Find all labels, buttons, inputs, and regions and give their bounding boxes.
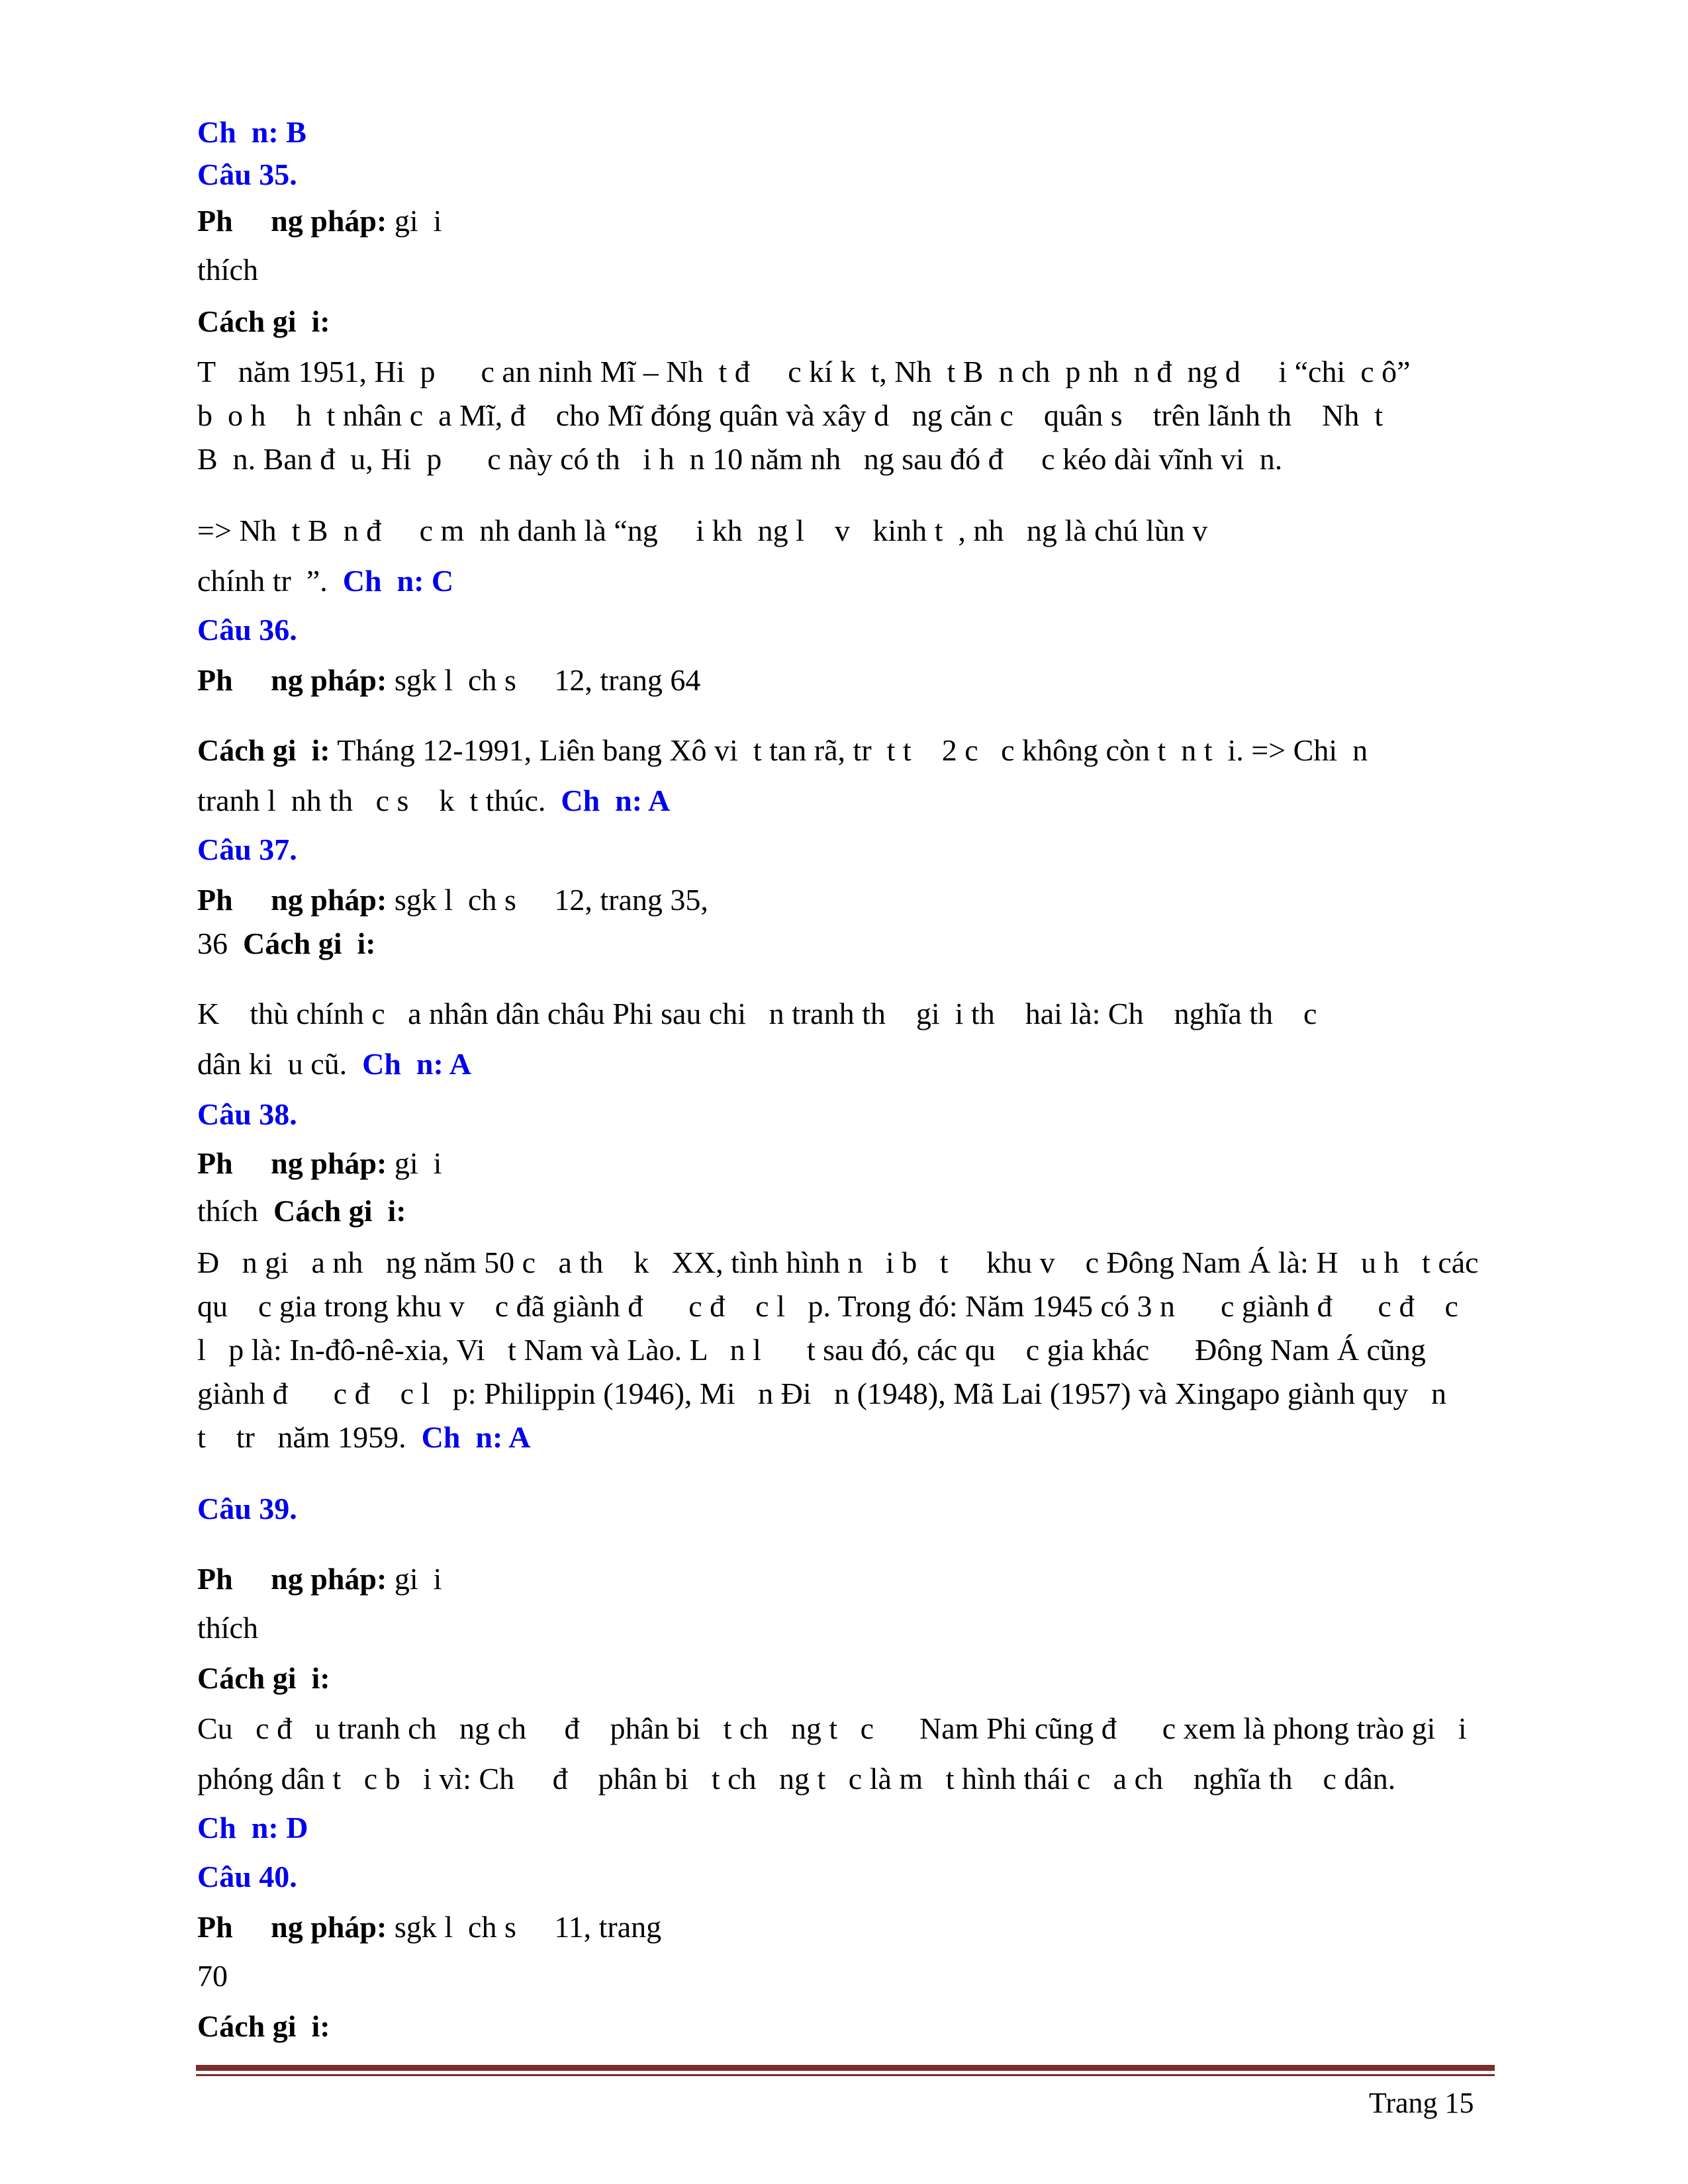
answer-highlight: Câu 39.	[197, 1492, 297, 1525]
text-line	[197, 925, 376, 962]
text-span: t tr năm 1959.	[197, 1420, 422, 1454]
text-span: Cu c đ u tranh ch ng ch đ phân bi t ch ng t c Nam Phi cũng đ c xem là phong trào gi i	[197, 1711, 1467, 1745]
text-span: thích	[197, 1611, 258, 1645]
text-span: gi i	[387, 204, 442, 238]
bold-label: Cách gi i:	[243, 927, 376, 960]
bold-label: Cách gi i:	[197, 304, 330, 338]
text-line	[197, 441, 1282, 478]
text-span: l p là: In-đô-nê-xia, Vi t Nam và Lào. L n l t sau đó, các qu c gia khác Đông Nam Á cũng	[197, 1333, 1426, 1367]
text-line	[197, 612, 297, 649]
bold-label: Cách gi i:	[197, 1661, 330, 1695]
text-line	[197, 1244, 1479, 1281]
text-line	[197, 732, 1368, 769]
text-line	[197, 995, 1317, 1032]
bold-label: Ph ng pháp:	[197, 663, 387, 697]
text-span: tranh l nh th c s k t thúc.	[197, 784, 561, 817]
text-span: sgk l ch s 11, trang	[387, 1910, 662, 1944]
text-line	[197, 1288, 1458, 1325]
text-span: phóng dân t c b i vì: Ch đ phân bi t ch ng t c là m t hình thái c a ch nghĩa th c dân.	[197, 1762, 1396, 1796]
text-span: thích	[197, 1194, 273, 1228]
answer-highlight: Câu 35.	[197, 158, 297, 191]
text-span: T năm 1951, Hi p c an ninh Mĩ – Nh t đ c kí k t, Nh t B n ch p nh n đ ng d i “chi c ô”	[197, 355, 1411, 388]
bold-label: Cách gi i:	[273, 1194, 406, 1228]
bold-label: Ph ng pháp:	[197, 1146, 387, 1180]
answer-highlight: Câu 37.	[197, 833, 297, 866]
text-line	[197, 512, 1207, 549]
answer-highlight: Ch n: B	[197, 115, 306, 149]
text-line	[197, 2008, 330, 2045]
answer-highlight: Câu 36.	[197, 613, 297, 647]
text-span: giành đ c đ c l p: Philippin (1946), Mi n Đi n (1948), Mã Lai (1957) và Xingapo giành quy n	[197, 1377, 1447, 1410]
answer-highlight: Câu 40.	[197, 1860, 297, 1893]
text-line	[197, 397, 1383, 434]
text-line	[197, 1710, 1467, 1747]
text-line	[197, 831, 297, 868]
text-span: 70	[197, 1959, 228, 1993]
text-line	[197, 1660, 330, 1697]
text-span: b o h h t nhân c a Mĩ, đ cho Mĩ đóng quân và xây d ng căn c quân s trên lãnh th Nh t	[197, 398, 1383, 432]
text-line	[197, 203, 442, 240]
text-line	[197, 1909, 661, 1946]
text-span: B n. Ban đ u, Hi p c này có th i h n 10 năm nh ng sau đó đ c kéo dài vĩnh vi n.	[197, 442, 1283, 476]
text-span: dân ki u cũ.	[197, 1047, 363, 1081]
bold-label: Cách gi i:	[197, 2009, 330, 2043]
text-line	[197, 1858, 297, 1895]
answer-highlight: Câu 38.	[197, 1097, 297, 1131]
bold-label: Ph ng pháp:	[197, 1910, 387, 1944]
text-span: sgk l ch s 12, trang 64	[387, 663, 701, 697]
bold-label: Cách gi i:	[197, 733, 330, 767]
text-span: 36	[197, 927, 243, 960]
text-line	[197, 1561, 442, 1598]
text-line	[197, 1145, 442, 1182]
text-line	[197, 1193, 406, 1230]
footer-divider-thick	[196, 2065, 1495, 2071]
text-span: Đ n gi a nh ng năm 50 c a th k XX, tình hình n i b t khu v c Đông Nam Á là: H u h t các	[197, 1246, 1479, 1279]
text-line	[197, 1809, 308, 1846]
text-span: Tháng 12-1991, Liên bang Xô vi t tan rã, tr t t 2 c c không còn t n t i. => Chi n	[330, 733, 1368, 767]
text-line	[197, 1332, 1426, 1369]
answer-highlight: Ch n: D	[197, 1811, 308, 1844]
answer-highlight: Ch n: C	[342, 564, 454, 598]
text-line	[197, 156, 297, 193]
text-line	[197, 251, 258, 289]
footer-divider-thin	[196, 2074, 1495, 2076]
text-line	[197, 882, 708, 919]
text-span: chính tr ”.	[197, 564, 343, 598]
text-line	[197, 353, 1411, 390]
answer-highlight: Ch n: A	[421, 1420, 531, 1454]
bold-label: Ph ng pháp:	[197, 883, 387, 917]
text-span: thích	[197, 253, 258, 287]
text-line	[197, 563, 453, 600]
bold-label: Ph ng pháp:	[197, 1562, 387, 1596]
text-line	[197, 662, 700, 699]
text-line	[197, 1419, 530, 1456]
text-line	[197, 782, 670, 819]
text-span: K thù chính c a nhân dân châu Phi sau chi n tranh th gi i th hai là: Ch nghĩa th c	[197, 997, 1317, 1030]
text-span: gi i	[387, 1562, 442, 1596]
text-line	[197, 1760, 1395, 1797]
text-span: sgk l ch s 12, trang 35,	[387, 883, 708, 917]
text-line	[197, 1375, 1446, 1412]
answer-highlight: Ch n: A	[362, 1047, 472, 1081]
text-span: gi i	[387, 1146, 442, 1180]
text-line	[197, 1046, 471, 1083]
bold-label: Ph ng pháp:	[197, 204, 387, 238]
text-line	[197, 1958, 228, 1995]
page-number: Trang 15	[1369, 2087, 1474, 2119]
text-span: qu c gia trong khu v c đã giành đ c đ c l p. Trong đó: Năm 1945 có 3 n c giành đ c đ c	[197, 1289, 1458, 1323]
text-line	[197, 303, 330, 340]
text-line	[197, 1610, 258, 1647]
text-span: => Nh t B n đ c m nh danh là “ng i kh ng l v kinh t , nh ng là chú lùn v	[197, 514, 1208, 547]
text-line	[197, 1096, 297, 1133]
answer-highlight: Ch n: A	[561, 784, 671, 817]
text-line	[197, 114, 306, 151]
text-line	[197, 1490, 297, 1527]
